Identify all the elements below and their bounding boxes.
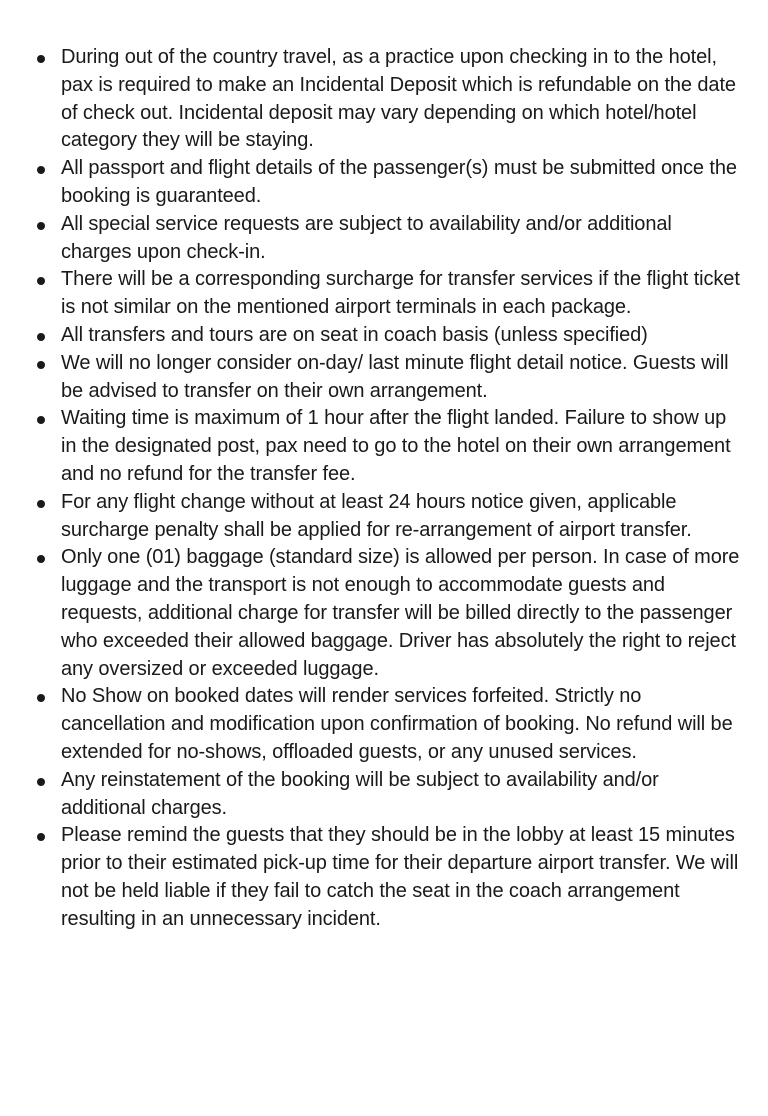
- term-item: [61, 211, 741, 267]
- bullet-icon: [37, 555, 45, 563]
- terms-list: [0, 44, 741, 934]
- bullet-icon: [37, 166, 45, 174]
- term-item: [61, 767, 741, 823]
- term-item: [61, 350, 741, 406]
- bullet-icon: [37, 694, 45, 702]
- bullet-icon: [37, 500, 45, 508]
- term-item: [61, 155, 741, 211]
- term-text: All transfers and tours are on seat in coach basis (unless specified): [61, 323, 648, 346]
- term-text: Please remind the guests that they should be in the lobby at least 15 minutes prior to their estimated pick-up time for their departure airport transfer. We will not be held liable if they fail to catch the seat in the coach arrangement resulting in an unnecessary incident.: [61, 824, 739, 930]
- term-item: [61, 322, 741, 350]
- term-text: There will be a corresponding surcharge for transfer services if the flight ticket is not similar on the mentioned airport terminals in each package.: [61, 268, 740, 319]
- bullet-icon: [37, 333, 45, 341]
- bullet-icon: [37, 55, 45, 63]
- bullet-icon: [37, 361, 45, 369]
- term-text: Only one (01) baggage (standard size) is allowed per person. In case of more luggage and the transport is not enough to accommodate guests and requests, additional charge for transfer will be billed directly to the passenger who exceeded their allowed baggage. Driver has absolutely the right to reject any oversized or exceeded luggage.: [61, 546, 740, 680]
- term-text: All passport and flight details of the passenger(s) must be submitted once the booking is guaranteed.: [61, 157, 737, 207]
- bullet-icon: [37, 416, 45, 424]
- term-text: We will no longer consider on-day/ last minute flight detail notice. Guests will be advised to transfer on their own arrangement.: [61, 351, 729, 402]
- term-item: [61, 489, 741, 545]
- term-text: No Show on booked dates will render services forfeited. Strictly no cancellation and modification upon confirmation of booking. No refund will be extended for no-shows, offloaded guests, or any unused services.: [61, 685, 733, 763]
- term-item: [61, 44, 741, 155]
- term-item: [61, 266, 741, 322]
- term-item: [61, 405, 741, 488]
- term-text: Waiting time is maximum of 1 hour after the flight landed. Failure to show up in the designated post, pax need to go to the hotel on their own arrangement and no refund for the transfer fee.: [61, 407, 731, 485]
- term-text: During out of the country travel, as a practice upon checking in to the hotel, pax is required to make an Incidental Deposit which is refundable on the date of check out. Incidental deposit may vary depending on which hotel/hotel category they will be staying.: [61, 46, 736, 152]
- bullet-icon: [37, 778, 45, 786]
- term-text: Any reinstatement of the booking will be subject to availability and/or additional charges.: [61, 768, 659, 819]
- term-text: All special service requests are subject to availability and/or additional charges upon check-in.: [61, 212, 672, 263]
- term-item: [61, 822, 741, 933]
- term-text: For any flight change without at least 24 hours notice given, applicable surcharge penalty shall be applied for re-arrangement of airport transfer.: [61, 490, 692, 541]
- terms-document: [0, 44, 768, 934]
- term-item: [61, 683, 741, 766]
- bullet-icon: [37, 833, 45, 841]
- bullet-icon: [37, 277, 45, 285]
- bullet-icon: [37, 222, 45, 230]
- term-item: [61, 544, 741, 683]
